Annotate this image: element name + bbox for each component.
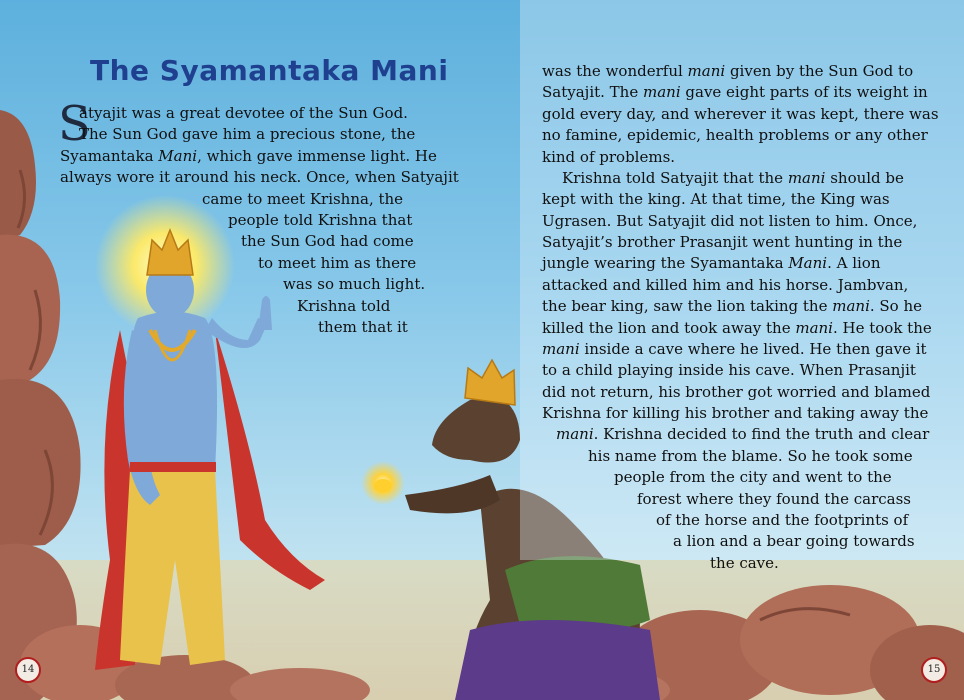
right-line: Krishna told Satyajit that the mani should be: [562, 169, 904, 187]
italic-term: mani: [787, 169, 826, 187]
italic-term: mani: [832, 297, 870, 315]
right-line: forest where they found the carcass: [637, 490, 911, 508]
left-line: always wore it around his neck. Once, when Satyajit: [60, 168, 459, 186]
right-line: Satyajit’s brother Prasanjit went hunting in the: [542, 233, 903, 251]
left-line: them that it: [318, 318, 408, 336]
right-line: was the wonderful mani given by the Sun God to: [542, 62, 914, 80]
right-line: his name from the blame. So he took some: [588, 447, 913, 465]
left-line: was so much light.: [283, 275, 426, 293]
left-line: Syamantaka Mani, which gave immense light. He: [60, 147, 437, 165]
right-line: attacked and killed him and his horse. Jambvan,: [542, 276, 909, 294]
right-line: gold every day, and wherever it was kept, there was: [542, 105, 939, 123]
left-line: people told Krishna that: [228, 211, 413, 229]
left-line: atyajit was a great devotee of the Sun God.: [79, 104, 408, 122]
italic-term: Mani: [788, 254, 828, 272]
mani-gem: [374, 479, 392, 493]
page-number-right: 15: [921, 657, 947, 683]
italic-term: mani: [643, 83, 681, 101]
page-number-left: 14: [15, 657, 41, 683]
left-line: to meet him as there: [258, 254, 417, 272]
right-line: jungle wearing the Syamantaka Mani. A lion: [542, 254, 881, 272]
italic-term: mani: [542, 340, 580, 358]
right-line: of the horse and the footprints of: [656, 511, 909, 529]
left-line: the Sun God had come: [241, 232, 414, 250]
right-line: the bear king, saw the lion taking the mani. So he: [542, 297, 923, 315]
left-line: Krishna told: [297, 297, 391, 315]
right-line: a lion and a bear going towards: [673, 532, 915, 550]
italic-term: mani: [687, 62, 726, 80]
right-line: Ugrasen. But Satyajit did not listen to him. Once,: [542, 212, 918, 230]
right-line: kept with the king. At that time, the King was: [542, 190, 890, 208]
left-line: The Sun God gave him a precious stone, the: [79, 125, 416, 143]
right-line: mani. Krishna decided to find the truth and clear: [556, 425, 930, 443]
page-title: The Syamantaka Mani: [90, 54, 449, 87]
right-line: the cave.: [710, 554, 779, 572]
right-line: Satyajit. The mani gave eight parts of its weight in: [542, 83, 928, 101]
italic-term: mani: [795, 319, 833, 337]
right-line: kind of problems.: [542, 148, 676, 166]
right-line: Krishna for killing his brother and taking away the: [542, 404, 929, 422]
right-line: mani inside a cave where he lived. He then gave it: [542, 340, 927, 358]
italic-term: mani: [556, 425, 594, 443]
right-line: people from the city and went to the: [614, 468, 892, 486]
italic-term: Mani: [158, 147, 198, 165]
left-rocks: [0, 110, 81, 700]
right-line: did not return, his brother got worried and blamed: [542, 383, 931, 401]
right-line: killed the lion and took away the mani. He took the: [542, 319, 932, 337]
right-line: no famine, epidemic, health problems or any other: [542, 126, 928, 144]
left-line: came to meet Krishna, the: [202, 190, 404, 208]
drop-cap: S: [58, 96, 91, 152]
right-line: to a child playing inside his cave. When Prasanjit: [542, 361, 916, 379]
